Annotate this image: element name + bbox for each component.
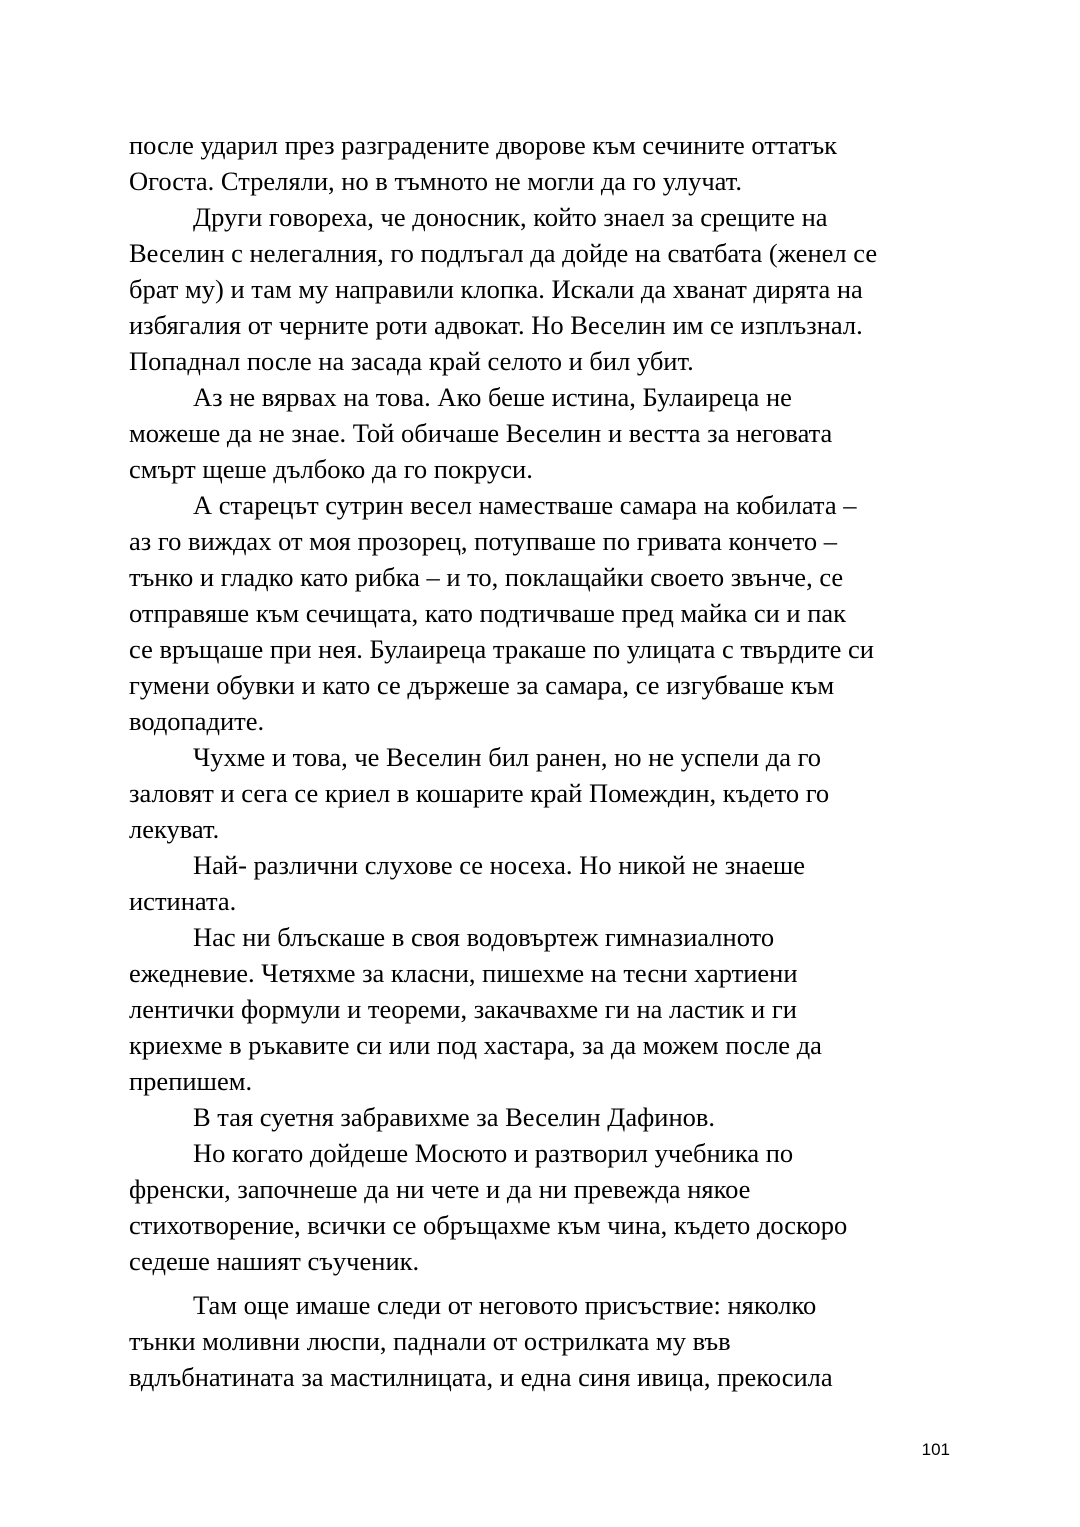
- paragraph: [129, 379, 951, 487]
- body-text: [129, 127, 951, 1395]
- text-line: А старецът сутрин весел наместваше самара на кобилата –: [193, 490, 857, 520]
- text-line: В тая суетня забравихме за Веселин Дафинов.: [193, 1102, 716, 1132]
- text-line: тънки моливни люспи, паднали от острилката му във: [129, 1326, 731, 1356]
- text-line: отправяше към сечищата, като подтичваше пред майка си и пак: [129, 598, 847, 628]
- text-line: Най- различни слухове се носеха. Но никой не знаеше: [193, 850, 806, 880]
- text-line: брат му) и там му направили клопка. Искали да хванат дирята на: [129, 274, 863, 304]
- paragraph: [129, 739, 951, 847]
- text-line: Попаднал после на засада край селото и бил убит.: [129, 346, 694, 376]
- text-line: Нас ни блъскаше в своя водовъртеж гимназиалното: [193, 922, 775, 952]
- text-line: Чухме и това, че Веселин бил ранен, но не успели да го: [193, 742, 822, 772]
- text-line: стихотворение, всички се обръщахме към чина, където доскоро: [129, 1210, 848, 1240]
- page-number: 101: [921, 1440, 950, 1459]
- paragraph: [129, 847, 951, 919]
- text-line: после ударил през разградените дворове към сечините оттатък: [129, 130, 838, 160]
- text-line: гумени обувки и като се държеше за самара, се изгубваше към: [129, 670, 835, 700]
- text-line: Аз не вярвах на това. Ако беше истина, Булаиреца не: [193, 382, 792, 412]
- text-line: тънко и гладко като рибка – и то, поклащайки своето звънче, се: [129, 562, 844, 592]
- text-line: Други говореха, че доносник, който знаел за срещите на: [193, 202, 828, 232]
- text-line: избягалия от черните роти адвокат. Но Веселин им се изплъзнал.: [129, 310, 863, 340]
- text-line: лентички формули и теореми, закачвахме ги на ластик и ги: [129, 994, 797, 1024]
- paragraph: [129, 199, 951, 379]
- text-line: препишем.: [129, 1066, 253, 1096]
- text-line: водопадите.: [129, 706, 265, 736]
- paragraph: [129, 1099, 951, 1135]
- paragraph: [129, 487, 951, 739]
- text-line: можеше да не знае. Той обичаше Веселин и вестта за неговата: [129, 418, 833, 448]
- paragraph: [129, 1135, 951, 1279]
- text-line: Веселин с нелегалния, го подлъгал да дойде на сватбата (женел се: [129, 238, 878, 268]
- text-line: истината.: [129, 886, 237, 916]
- paragraph-gap: [129, 1279, 951, 1287]
- paragraph: [129, 919, 951, 1099]
- text-line: заловят и сега се криел в кошарите край Помеждин, където го: [129, 778, 830, 808]
- paragraph: [129, 1287, 951, 1395]
- text-line: Но когато дойдеше Мосюто и разтворил учебника по: [193, 1138, 794, 1168]
- text-line: аз го виждах от моя прозорец, потупваше по гривата кончето –: [129, 526, 837, 556]
- text-line: се връщаше при нея. Булаиреца тракаше по улицата с твърдите си: [129, 634, 874, 664]
- text-line: Там още имаше следи от неговото присъствие: няколко: [193, 1290, 817, 1320]
- paragraph: [129, 127, 951, 199]
- text-line: лекуват.: [129, 814, 220, 844]
- text-line: Огоста. Стреляли, но в тъмното не могли да го улучат.: [129, 166, 742, 196]
- text-line: криехме в ръкавите си или под хастара, за да можем после да: [129, 1030, 822, 1060]
- text-line: френски, започнеше да ни чете и да ни превежда някое: [129, 1174, 751, 1204]
- text-line: седеше нашият съученик.: [129, 1246, 420, 1276]
- text-line: ежедневие. Четяхме за класни, пишехме на тесни хартиени: [129, 958, 798, 988]
- text-line: смърт щеше дълбоко да го покруси.: [129, 454, 533, 484]
- text-line: вдлъбнатината за мастилницата, и една синя ивица, прекосила: [129, 1362, 833, 1392]
